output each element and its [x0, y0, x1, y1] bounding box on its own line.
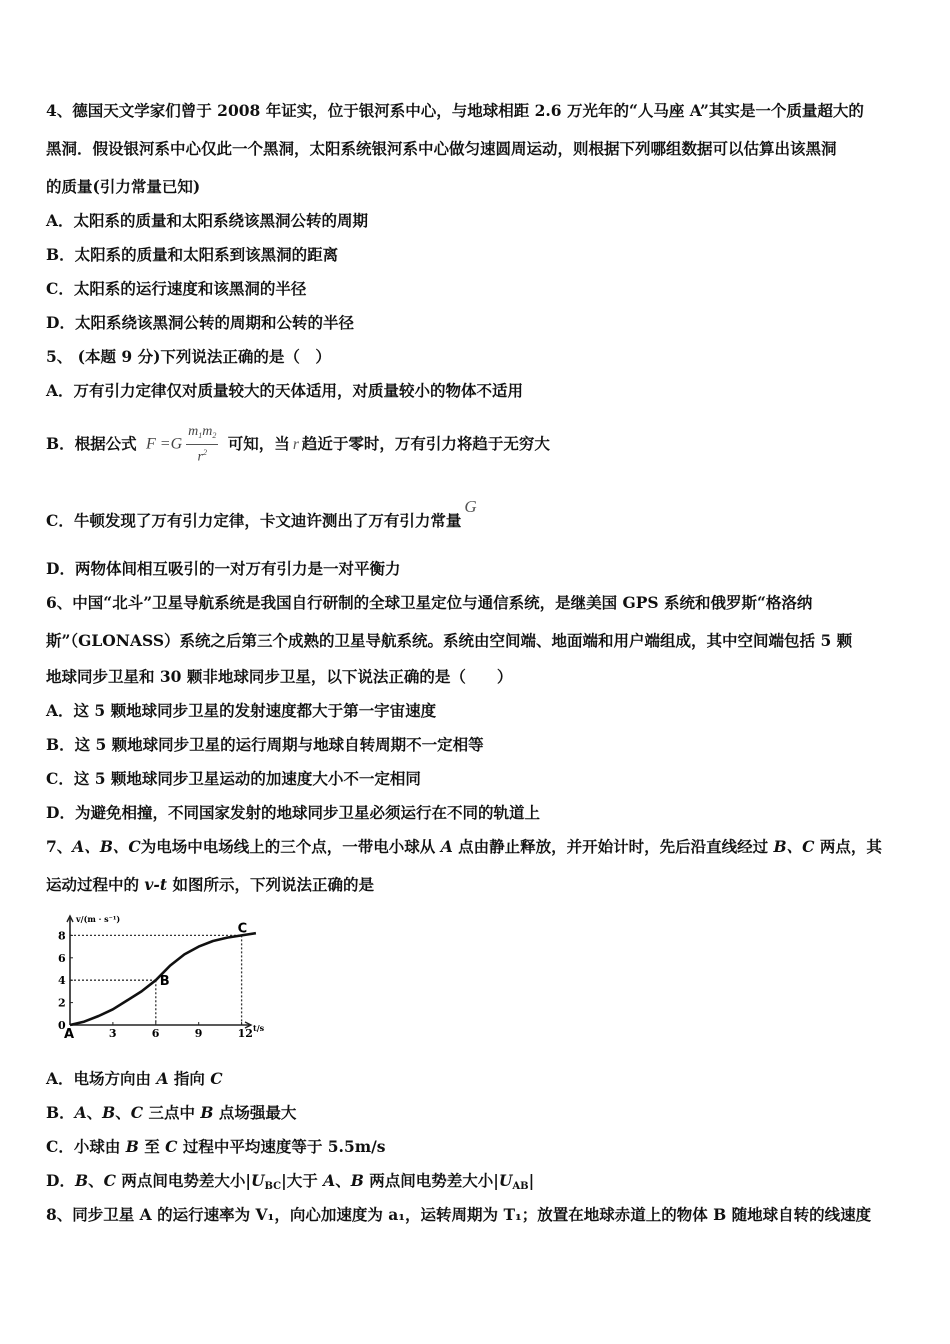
- x-tick-label: 3: [108, 1027, 117, 1040]
- origin-label: 0: [58, 1019, 66, 1032]
- q7-a-text-1: A．电场方向由: [46, 1069, 157, 1088]
- q7-points-abc: A、B、C: [72, 837, 141, 856]
- q4-stem-line-1: 4、德国天文学家们曾于 2008 年证实，位于银河系中心，与地球相距 2.6 万光年的“人马座 A”其实是一个质量超大的: [46, 101, 864, 120]
- q7-d-text-3: |大于: [281, 1171, 324, 1190]
- q7-d-text-2: 两点间电势差大小|: [115, 1171, 251, 1190]
- y-tick-label: 8: [58, 929, 66, 943]
- q7-d-var-4: B: [350, 1171, 364, 1190]
- q7-d-text-5: |: [528, 1171, 535, 1190]
- q4-option-b: B．太阳系的质量和太阳系到该黑洞的距离: [46, 245, 339, 264]
- q5-option-b-prefix: B．根据公式: [46, 433, 137, 453]
- x-tick-label: 12: [237, 1027, 253, 1040]
- point-label-c: C: [237, 921, 248, 937]
- q4-option-d: D．太阳系绕该黑洞公转的周期和公转的半径: [46, 313, 354, 332]
- formula-m1: m: [188, 424, 199, 439]
- q7-b-text-2: 三点中: [143, 1103, 201, 1122]
- q5-option-a: A．万有引力定律仅对质量较大的天体适用，对质量较小的物体不适用: [46, 381, 524, 400]
- q7-option-b: [46, 1102, 296, 1124]
- y-tick-label: 2: [58, 996, 66, 1010]
- q4-stem-line-2: 黑洞．假设银河系中心仅此一个黑洞，太阳系统银河系中心做匀速圆周运动，则根据下列哪组数据可以估算出该黑洞: [46, 139, 837, 158]
- formula-exponent: 2: [202, 448, 207, 457]
- q5-stem: 5、 (本题 9 分)下列说法正确的是（ ）: [46, 347, 331, 366]
- q6-stem-line-1: 6、中国“北斗”卫星导航系统是我国自行研制的全球卫星定位与通信系统，是继美国 GPS 系统和俄罗斯“格洛纳: [46, 593, 813, 612]
- formula-sub1: 1: [198, 431, 203, 440]
- q7-vt-label: v-t: [144, 875, 168, 894]
- x-tick-label: 6: [151, 1027, 160, 1040]
- q6-option-d: D．为避免相撞，不同国家发射的地球同步卫星必须运行在不同的轨道上: [46, 803, 540, 822]
- q7-c-text-3: 过程中平均速度等于 5.5m/s: [177, 1137, 386, 1156]
- q6-option-c: C．这 5 颗地球同步卫星运动的加速度大小不一定相同: [46, 769, 421, 788]
- q7-number: 7、: [46, 837, 73, 856]
- q7-d-u-1: U: [250, 1171, 265, 1190]
- y-axis-label: v/(m · s⁻¹): [76, 914, 121, 924]
- q7-c-text-1: C．小球由: [46, 1137, 126, 1156]
- q7-c-var-1: B: [125, 1137, 139, 1156]
- q7-d-sub-2: AB: [512, 1181, 529, 1192]
- q6-stem-line-3: 地球同步卫星和 30 颗非地球同步卫星，以下说法正确的是（ ）: [46, 667, 513, 686]
- q7-c-var-2: C: [165, 1137, 178, 1156]
- q7-points-bc: B、C: [773, 837, 815, 856]
- formula-lhs: F =G: [146, 435, 183, 453]
- q7-d-text-1: D．: [46, 1171, 75, 1190]
- x-tick-label: 9: [194, 1027, 203, 1040]
- constant-g-symbol: G: [464, 497, 477, 516]
- formula-fraction: [186, 424, 218, 466]
- q7-d-var-3: A: [323, 1171, 336, 1190]
- x-axis-label: t/s: [253, 1023, 265, 1033]
- formula-sub2: 2: [212, 431, 217, 440]
- q7-b-var-2: B: [102, 1103, 116, 1122]
- vt-chart: [46, 908, 266, 1048]
- q4-stem-line-3: 的质量(引力常量已知): [46, 177, 201, 196]
- q6-stem-line-2: 斯”（GLONASS）系统之后第三个成熟的卫星导航系统。系统由空间端、地面端和用户端组成，其中空间端包括 5 颗: [46, 631, 853, 650]
- q7-d-var-1: B: [74, 1171, 89, 1190]
- q7-option-d: [46, 1170, 534, 1198]
- q7-d-u-2: U: [498, 1171, 513, 1190]
- q7-point-a: A: [440, 837, 453, 856]
- q7-d-sub-1: BC: [264, 1181, 282, 1192]
- q5-option-b: [46, 424, 550, 466]
- q7-stem-text-2: 点由静止释放，并开始计时，先后沿直线经过: [458, 837, 769, 856]
- q7-d-sep-1: 、: [88, 1171, 104, 1190]
- point-label-a: A: [64, 1027, 75, 1042]
- q7-a-var-2: C: [210, 1069, 223, 1088]
- q8-stem-line-1: 8、同步卫星 A 的运行速率为 V₁，向心加速度为 a₁，运转周期为 T₁；放置在地球赤道上的物体 B 随地球自转的线速度: [46, 1205, 872, 1224]
- q7-stem-text-3: 两点，其: [819, 837, 882, 856]
- formula-denominator: [186, 445, 218, 466]
- q5-option-c-text: C．牛顿发现了万有引力定律，卡文迪许测出了万有引力常量: [46, 511, 462, 530]
- q7-d-text-4: 两点间电势差大小|: [363, 1171, 499, 1190]
- q7-stem-text-4: 运动过程中的: [46, 875, 140, 894]
- q6-option-a: A．这 5 颗地球同步卫星的发射速度都大于第一宇宙速度: [46, 701, 437, 720]
- q7-a-var-1: A: [156, 1069, 169, 1088]
- q5-option-b-middle: 可知，当: [227, 433, 290, 453]
- q7-b-sep-1: 、: [86, 1103, 103, 1122]
- q7-c-text-2: 至: [138, 1137, 166, 1156]
- q7-b-var-4: B: [200, 1103, 214, 1122]
- q7-d-var-2: C: [103, 1171, 116, 1190]
- q7-b-var-1: A: [74, 1103, 87, 1122]
- q5-option-c: [46, 497, 477, 532]
- q7-stem-text-5: 如图所示，下列说法正确的是: [172, 875, 374, 894]
- formula-numerator: [186, 424, 218, 445]
- y-tick-label: 6: [58, 951, 66, 965]
- gravitation-formula: [146, 424, 218, 466]
- q7-b-var-3: C: [130, 1103, 144, 1122]
- q7-option-a: [46, 1068, 223, 1090]
- q7-b-text-1: B．: [46, 1103, 75, 1122]
- q4-option-c: C．太阳系的运行速度和该黑洞的半径: [46, 279, 307, 298]
- q7-b-sep-2: 、: [115, 1103, 131, 1122]
- q7-stem-text-1: 为电场中电场线上的三个点，一带电小球从: [140, 837, 436, 856]
- formula-m2: m: [202, 424, 213, 439]
- formula-r: r: [197, 449, 203, 465]
- q7-d-sep-2: 、: [335, 1171, 351, 1190]
- q5-option-d: D．两物体间相互吸引的一对万有引力是一对平衡力: [46, 559, 401, 578]
- q7-a-text-2: 指向: [168, 1069, 211, 1088]
- q7-b-text-3: 点场强最大: [213, 1103, 297, 1122]
- q7-stem-line-2: [46, 874, 374, 896]
- q4-option-a: A．太阳系的质量和太阳系绕该黑洞公转的周期: [46, 211, 369, 230]
- y-tick-label: 4: [58, 974, 66, 988]
- q6-option-b: B．这 5 颗地球同步卫星的运行周期与地球自转周期不一定相等: [46, 735, 484, 754]
- point-label-b: B: [159, 974, 170, 990]
- q5-option-b-suffix: 趋近于零时，万有引力将趋于无穷大: [301, 433, 550, 453]
- variable-r: r: [292, 435, 299, 453]
- q7-option-c: [46, 1136, 386, 1158]
- q7-stem-line-1: [46, 836, 882, 858]
